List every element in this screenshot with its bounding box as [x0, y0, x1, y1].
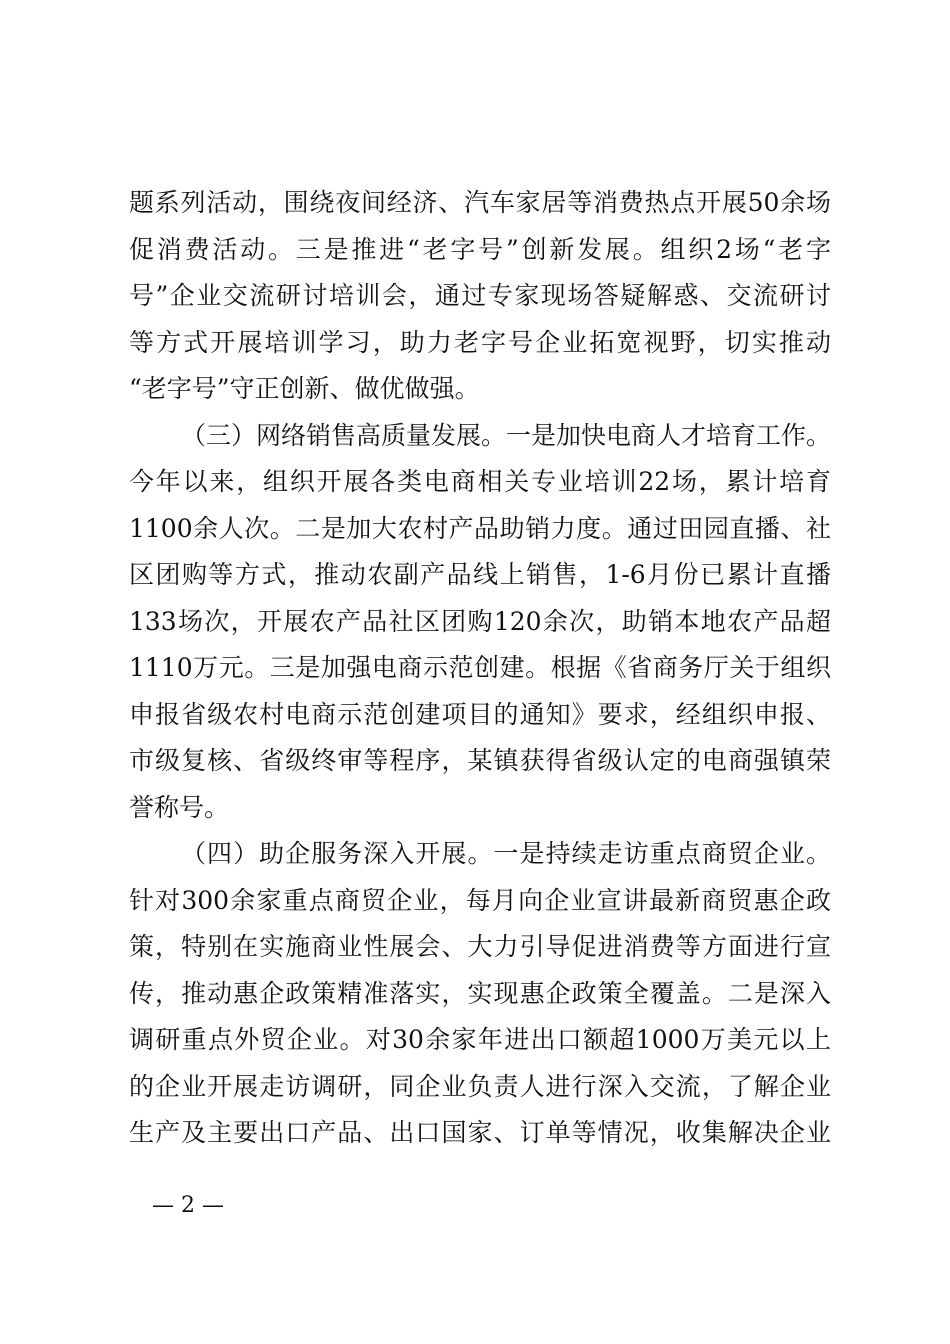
text-line: 今年以来，组织开展各类电商相关专业培训22场，累计培育: [129, 467, 831, 496]
text-line: 调研重点外贸企业。对30余家年进出口额超1000万美元以上: [129, 1025, 831, 1054]
paragraph-section-3: [129, 413, 831, 832]
text-line: 申报省级农村电商示范创建项目的通知》要求，经组织申报、: [129, 699, 831, 729]
text-line: 等方式开展培训学习，助力老字号企业拓宽视野，切实推动: [129, 327, 831, 357]
text-line: 生产及主要出口产品、出口国家、订单等情况，收集解决企业: [129, 1118, 831, 1147]
text-line: 1110万元。三是加强电商示范创建。根据《省商务厅关于组织: [129, 653, 831, 682]
text-line: 誉称号。: [129, 792, 230, 822]
text-line: 促消费活动。三是推进“老字号”创新发展。组织2场“老字: [129, 234, 831, 264]
text-line: 市级复核、省级终审等程序，某镇获得省级认定的电商强镇荣: [129, 746, 831, 775]
text-line: 号”企业交流研讨培训会，通过专家现场答疑解惑、交流研讨: [129, 281, 831, 310]
page-number: — 2 —: [152, 1193, 224, 1218]
paragraph-1: [129, 180, 831, 413]
document-body: [129, 180, 831, 1157]
text-line: 传，推动惠企政策精准落实，实现惠企政策全覆盖。二是深入: [129, 978, 831, 1008]
text-line: 133场次，开展农产品社区团购120余次，助销本地农产品超: [129, 606, 831, 636]
text-line: 针对300余家重点商贸企业，每月向企业宣讲最新商贸惠企政: [129, 885, 831, 915]
section-heading-line: （三）网络销售高质量发展。一是加快电商人才培育工作。: [181, 420, 832, 450]
text-line: 区团购等方式，推动农副产品线上销售，1-6月份已累计直播: [129, 560, 831, 589]
paragraph-section-4: [129, 831, 831, 1157]
text-line: 的企业开展走访调研，同企业负责人进行深入交流，了解企业: [129, 1071, 831, 1101]
text-line: 策，特别在实施商业性展会、大力引导促进消费等方面进行宣: [129, 932, 831, 961]
text-line: 题系列活动，围绕夜间经济、汽车家居等消费热点开展50余场: [129, 188, 831, 217]
text-line: “老字号”守正创新、做优做强。: [129, 374, 480, 403]
text-line: 1100余人次。二是加大农村产品助销力度。通过田园直播、社: [129, 513, 831, 543]
section-heading-line: （四）助企服务深入开展。一是持续走访重点商贸企业。: [181, 839, 831, 868]
